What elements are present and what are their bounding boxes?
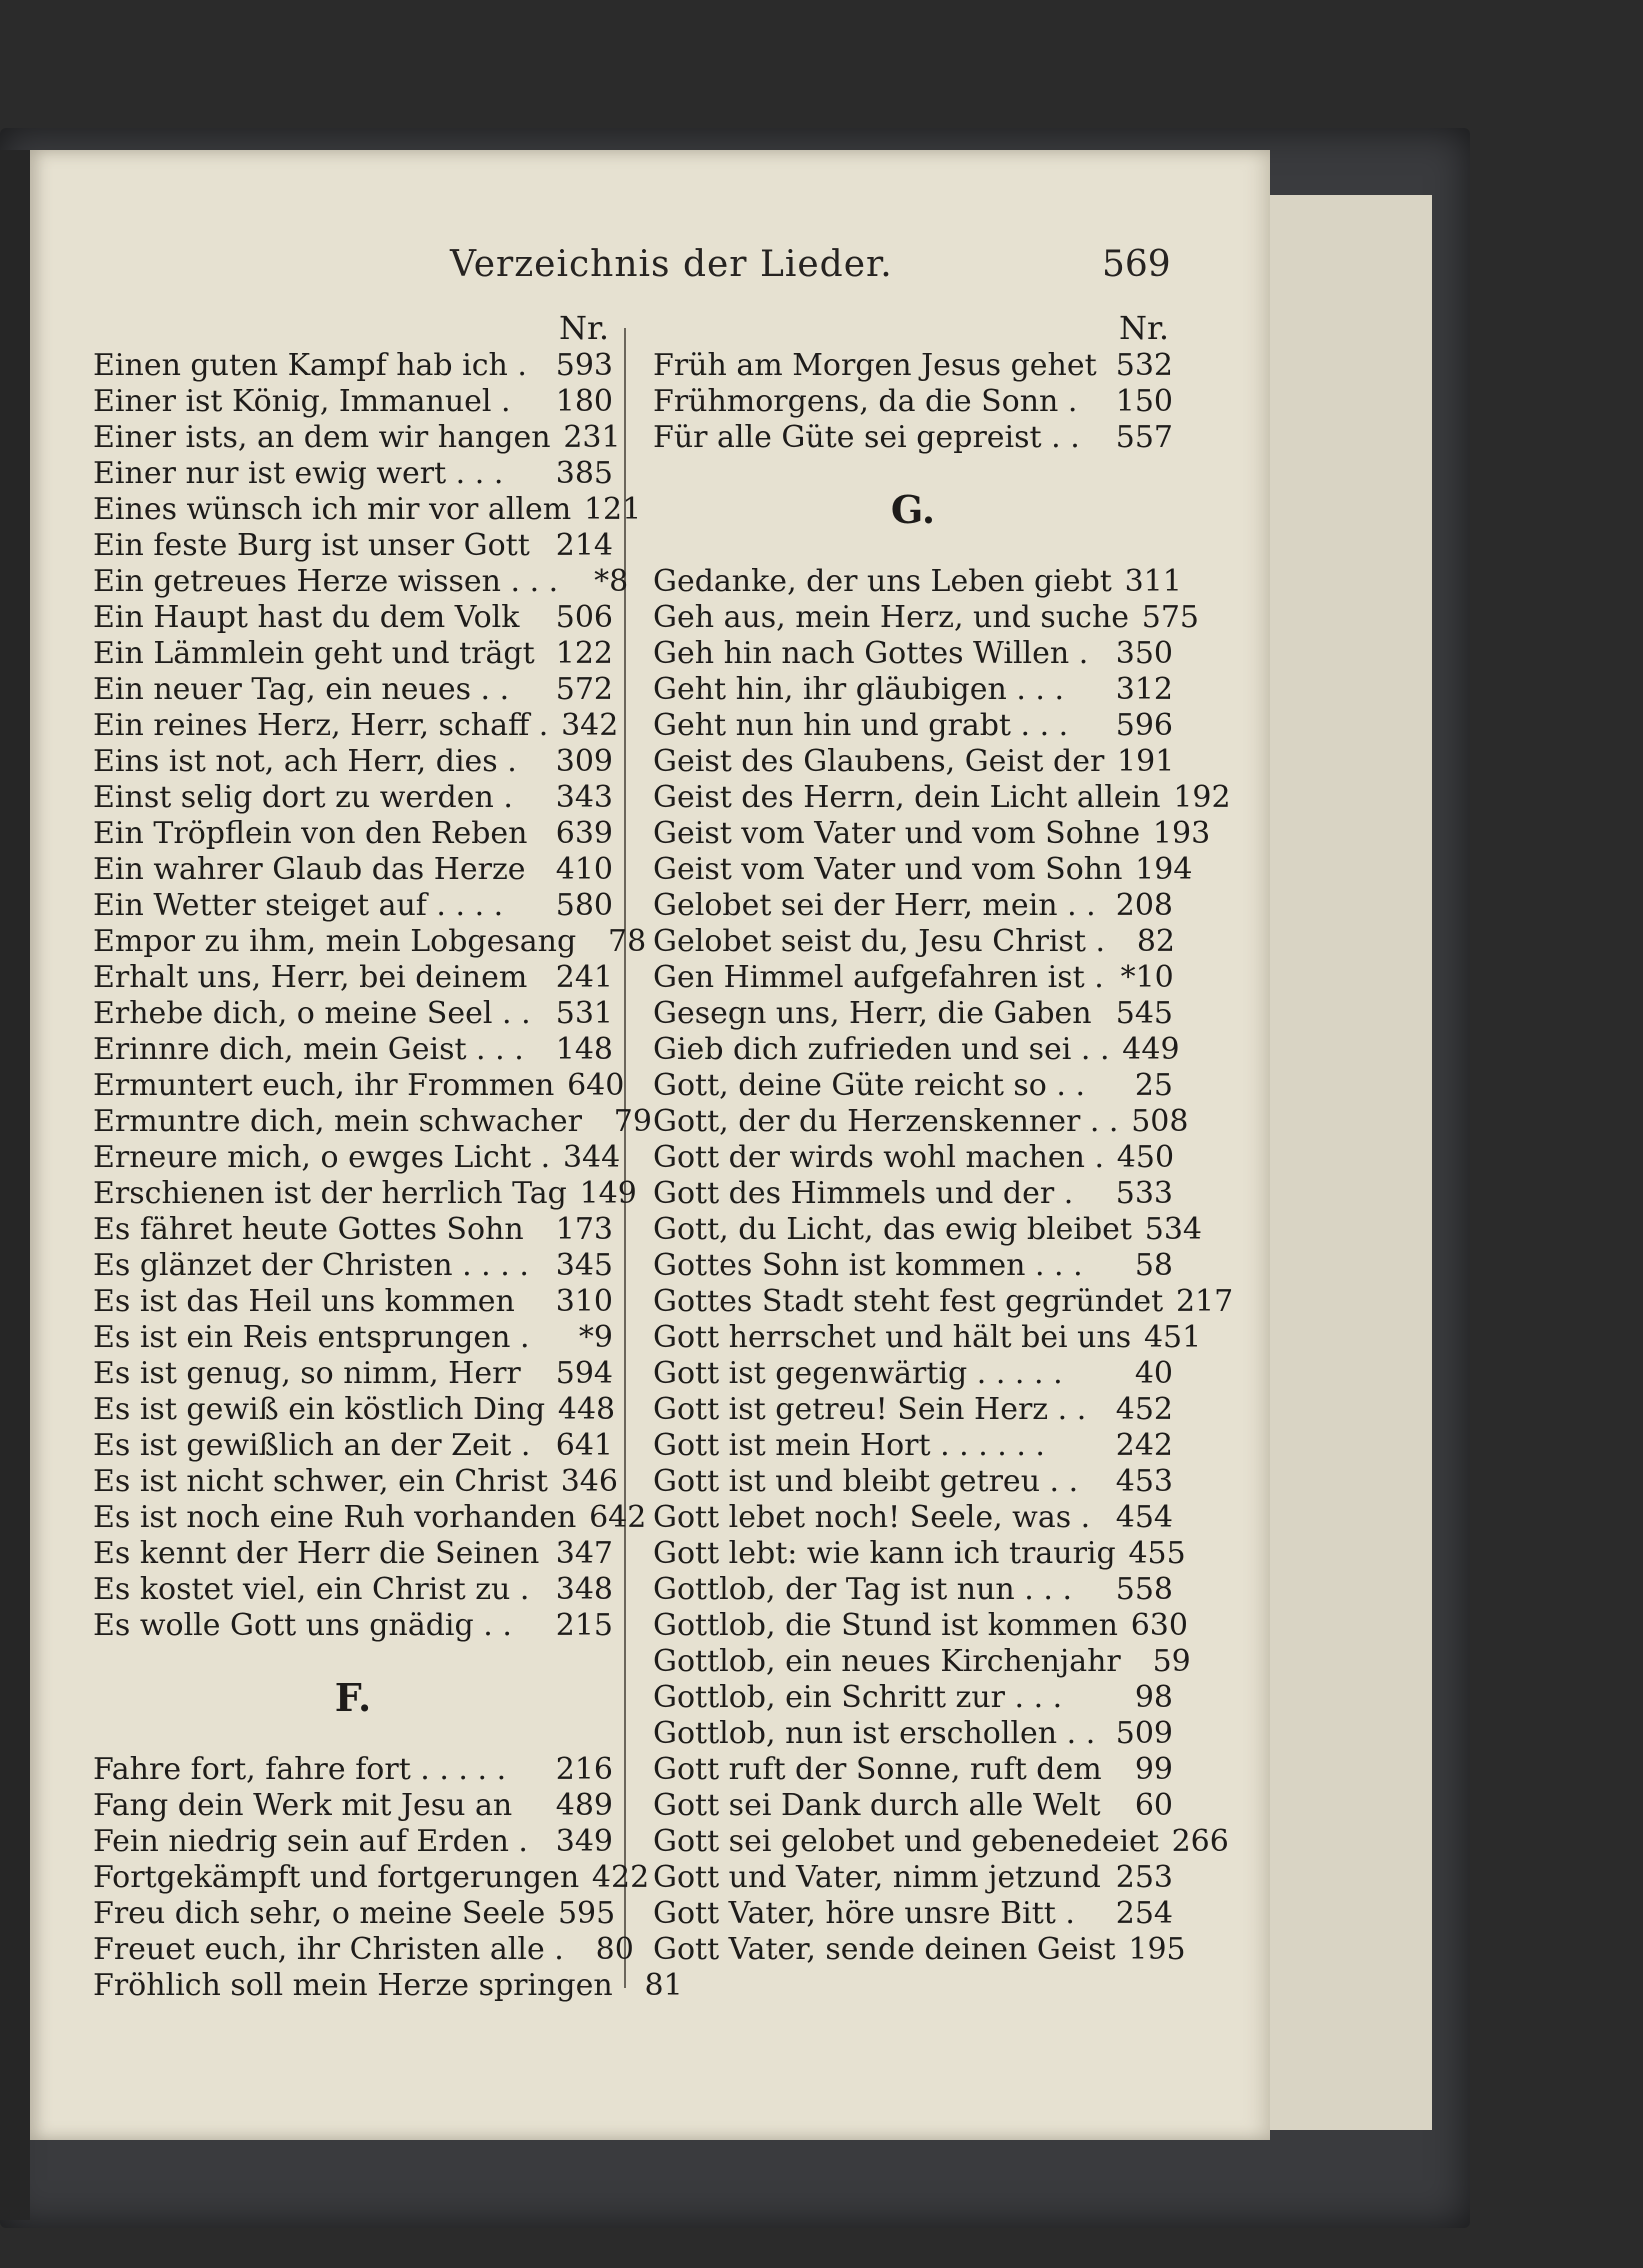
index-entry	[93, 348, 613, 384]
index-entry	[93, 492, 642, 528]
entry-title: Geist vom Vater und vom Sohne	[653, 816, 1141, 851]
entry-number: 489	[555, 1788, 613, 1823]
entry-number: 121	[583, 492, 642, 527]
index-entry	[653, 1824, 1229, 1860]
entry-number: 572	[555, 672, 613, 707]
index-entry	[93, 1320, 613, 1356]
entry-title: Gottlob, nun ist erschollen . .	[653, 1716, 1096, 1751]
entry-title: Es kennt der Herr die Seinen	[93, 1536, 540, 1571]
index-entry	[653, 1932, 1186, 1968]
entry-title: Ein reines Herz, Herr, schaff .	[93, 708, 549, 743]
entry-number: 193	[1152, 816, 1211, 851]
entry-title: Gottlob, ein neues Kirchenjahr	[653, 1644, 1121, 1679]
entry-number: 593	[555, 348, 613, 383]
entry-title: Gottlob, die Stund ist kommen	[653, 1608, 1118, 1643]
index-entry	[93, 672, 613, 708]
entry-title: Geist des Herrn, dein Licht allein	[653, 780, 1161, 815]
entry-number: 122	[555, 636, 613, 671]
index-entry	[93, 636, 613, 672]
index-entry	[93, 384, 613, 420]
entry-title: Einer ist König, Immanuel .	[93, 384, 511, 419]
index-entry	[653, 348, 1173, 384]
entry-number: 98	[1134, 1680, 1173, 1715]
entry-title: Ein Haupt hast du dem Volk	[93, 600, 520, 635]
entry-title: Gelobet sei der Herr, mein . .	[653, 888, 1096, 923]
entry-number: 78	[608, 924, 647, 959]
index-entry	[93, 1248, 613, 1284]
index-entry	[653, 1248, 1173, 1284]
index-entry	[653, 1392, 1173, 1428]
entry-title: Es ist nicht schwer, ein Christ	[93, 1464, 548, 1499]
entry-title: Gott ruft der Sonne, ruft dem	[653, 1752, 1102, 1787]
entry-title: Geht hin, ihr gläubigen . . .	[653, 672, 1065, 707]
entry-number: 149	[579, 1176, 637, 1211]
index-entry	[93, 1896, 616, 1932]
index-entry	[93, 1428, 613, 1464]
entry-title: Ermuntert euch, ihr Frommen	[93, 1068, 555, 1103]
entry-number: 455	[1128, 1536, 1186, 1571]
entry-number: *10	[1120, 960, 1174, 995]
index-entry	[653, 924, 1176, 960]
index-entry	[93, 1968, 683, 2004]
entry-title: Gott und Vater, nimm jetzund	[653, 1860, 1101, 1895]
entry-number: *9	[578, 1320, 613, 1355]
entry-number: 81	[644, 1968, 683, 2003]
entry-title: Ein wahrer Glaub das Herze	[93, 852, 526, 887]
entry-title: Gott ist gegenwärtig . . . . .	[653, 1356, 1063, 1391]
entry-title: Gelobet seist du, Jesu Christ .	[653, 924, 1106, 959]
entry-number: 448	[557, 1392, 616, 1427]
entry-number: 349	[555, 1824, 613, 1859]
index-entry	[93, 1752, 613, 1788]
entry-title: Geist des Glaubens, Geist der	[653, 744, 1105, 779]
index-entry	[653, 1788, 1173, 1824]
entry-number: 350	[1115, 636, 1173, 671]
index-entry	[93, 1356, 613, 1392]
entry-title: Gott herrschet und hält bei uns	[653, 1320, 1132, 1355]
entry-number: 312	[1115, 672, 1173, 707]
index-entry	[653, 1608, 1188, 1644]
running-head: Verzeichnis der Lieder.	[450, 244, 893, 285]
index-entry	[653, 1032, 1180, 1068]
entry-number: *8	[594, 564, 629, 599]
entry-title: Es ist ein Reis entsprungen .	[93, 1320, 530, 1355]
index-entry	[653, 780, 1231, 816]
index-entry	[653, 1572, 1173, 1608]
entry-title: Ein feste Burg ist unser Gott	[93, 528, 530, 563]
entry-number: 59	[1152, 1644, 1191, 1679]
entry-number: 534	[1144, 1212, 1202, 1247]
entry-number: 580	[555, 888, 613, 923]
entry-title: Eines wünsch ich mir vor allem	[93, 492, 572, 527]
entry-number: 422	[591, 1860, 650, 1895]
entry-title: Freu dich sehr, o meine Seele	[93, 1896, 546, 1931]
index-entry	[653, 1320, 1202, 1356]
entry-number: 82	[1136, 924, 1176, 959]
entry-title: Gottes Stadt steht fest gegründet	[653, 1284, 1164, 1319]
index-entry	[93, 1212, 613, 1248]
entry-title: Es ist genug, so nimm, Herr	[93, 1356, 521, 1391]
entry-number: 641	[555, 1428, 613, 1463]
entry-title: Ein getreues Herze wissen . . .	[93, 564, 559, 599]
entry-number: 343	[555, 780, 613, 815]
index-entry	[653, 564, 1182, 600]
entry-title: Es wolle Gott uns gnädig . .	[93, 1608, 512, 1643]
entry-number: 195	[1128, 1932, 1186, 1967]
index-entry	[653, 744, 1173, 780]
index-entry	[653, 1896, 1173, 1932]
entry-title: Einer nur ist ewig wert . . .	[93, 456, 504, 491]
index-entry	[93, 852, 613, 888]
entry-title: Früh am Morgen Jesus gehet	[653, 348, 1097, 383]
entry-title: Gen Himmel aufgefahren ist .	[653, 960, 1104, 995]
entry-title: Fröhlich soll mein Herze springen	[93, 1968, 613, 2003]
index-entry	[653, 1428, 1173, 1464]
entry-title: Ermuntre dich, mein schwacher	[93, 1104, 582, 1139]
entry-number: 452	[1115, 1392, 1173, 1427]
entry-number: 253	[1115, 1860, 1173, 1895]
entry-title: Erneure mich, o ewges Licht .	[93, 1140, 551, 1175]
index-entry	[653, 384, 1173, 420]
index-entry	[93, 1608, 613, 1644]
entry-title: Gieb dich zufrieden und sei . .	[653, 1032, 1110, 1067]
entry-title: Es ist gewiß ein köstlich Ding	[93, 1392, 546, 1427]
section-letter-g: G.	[890, 487, 936, 532]
section-letter-f: F.	[334, 1675, 372, 1720]
index-entry	[93, 924, 647, 960]
index-entry	[93, 1572, 613, 1608]
entry-number: 191	[1117, 744, 1175, 779]
entry-number: 596	[1115, 708, 1173, 743]
entry-number: 506	[555, 600, 613, 635]
entry-title: Gesegn uns, Herr, die Gaben	[653, 996, 1092, 1031]
entry-title: Geist vom Vater und vom Sohn	[653, 852, 1123, 887]
entry-title: Gott sei Dank durch alle Welt	[653, 1788, 1101, 1823]
entry-number: 453	[1115, 1464, 1173, 1499]
index-entry	[93, 600, 613, 636]
entry-title: Ein Tröpflein von den Reben	[93, 816, 528, 851]
entry-number: 311	[1124, 564, 1182, 599]
entry-number: 545	[1115, 996, 1173, 1031]
entry-title: Gottlob, ein Schritt zur . . .	[653, 1680, 1063, 1715]
index-entry	[93, 1932, 634, 1968]
entry-number: 148	[555, 1032, 613, 1067]
entries-f	[93, 1752, 683, 2004]
book-spine	[0, 150, 30, 2220]
entry-title: Es ist gewißlich an der Zeit .	[93, 1428, 531, 1463]
index-entry	[653, 1464, 1173, 1500]
index-entry	[93, 1500, 647, 1536]
entry-number: 557	[1115, 420, 1173, 455]
nr-label: Nr.	[1119, 309, 1169, 347]
entry-title: Gott Vater, höre unsre Bitt .	[653, 1896, 1075, 1931]
entry-number: 192	[1173, 780, 1231, 815]
index-entry	[93, 708, 619, 744]
entry-title: Für alle Güte sei gepreist . .	[653, 420, 1080, 455]
entry-title: Geht nun hin und grabt . . .	[653, 708, 1069, 743]
entry-number: 80	[595, 1932, 634, 1967]
index-entry	[93, 564, 629, 600]
index-entry	[653, 888, 1173, 924]
entry-title: Gott, du Licht, das ewig bleibet	[653, 1212, 1132, 1247]
entry-title: Fortgekämpft und fortgerungen	[93, 1860, 580, 1895]
entry-title: Es ist noch eine Ruh vorhanden	[93, 1500, 577, 1535]
index-entry	[653, 852, 1193, 888]
entry-number: 58	[1134, 1248, 1173, 1283]
entry-number: 242	[1115, 1428, 1173, 1463]
index-entry	[653, 1356, 1173, 1392]
right-column	[653, 308, 1234, 1968]
entry-number: 594	[555, 1356, 613, 1391]
entry-title: Geh aus, mein Herz, und suche	[653, 600, 1130, 635]
entry-number: 630	[1130, 1608, 1188, 1643]
entry-number: 214	[555, 528, 613, 563]
entry-title: Einer ists, an dem wir hangen	[93, 420, 551, 455]
index-entry	[93, 528, 613, 564]
entry-number: 194	[1135, 852, 1193, 887]
entry-number: 99	[1134, 1752, 1173, 1787]
index-entry	[93, 816, 613, 852]
index-entry	[653, 1140, 1173, 1176]
index-entry	[653, 1716, 1173, 1752]
entry-title: Erhebe dich, o meine Seel . .	[93, 996, 531, 1031]
index-entry	[653, 420, 1173, 456]
entry-title: Einen guten Kampf hab ich .	[93, 348, 527, 383]
index-entry	[93, 1788, 613, 1824]
entry-number: 215	[555, 1608, 613, 1643]
entry-title: Eins ist not, ach Herr, dies .	[93, 744, 517, 779]
entries-e	[93, 348, 652, 1644]
index-entry	[653, 1176, 1173, 1212]
entry-number: 558	[1115, 1572, 1173, 1607]
entry-number: 451	[1143, 1320, 1202, 1355]
entry-title: Gedanke, der uns Leben giebt	[653, 564, 1112, 599]
entry-number: 509	[1115, 1716, 1173, 1751]
entry-title: Gott lebet noch! Seele, was .	[653, 1500, 1091, 1535]
page-number: 569	[1102, 244, 1171, 285]
entry-number: 173	[555, 1212, 613, 1247]
index-entry	[653, 672, 1173, 708]
index-entry	[653, 1680, 1173, 1716]
entry-number: 347	[555, 1536, 613, 1571]
index-entry	[653, 996, 1173, 1032]
index-entry	[93, 1824, 613, 1860]
entry-number: 531	[555, 996, 613, 1031]
index-entry	[653, 960, 1173, 996]
entry-title: Es glänzet der Christen . . . .	[93, 1248, 529, 1283]
entry-number: 346	[560, 1464, 618, 1499]
index-entry	[93, 1176, 637, 1212]
entry-number: 450	[1116, 1140, 1175, 1175]
entry-number: 25	[1134, 1068, 1173, 1103]
index-entry	[93, 960, 613, 996]
index-entry	[93, 1104, 652, 1140]
entry-number: 532	[1115, 348, 1173, 383]
index-entry	[93, 1860, 650, 1896]
entry-number: 454	[1115, 1500, 1173, 1535]
entry-title: Gott ist mein Hort . . . . . .	[653, 1428, 1045, 1463]
entry-title: Empor zu ihm, mein Lobgesang	[93, 924, 577, 959]
entry-title: Gott des Himmels und der .	[653, 1176, 1074, 1211]
index-entry	[93, 888, 613, 924]
entry-title: Einst selig dort zu werden .	[93, 780, 513, 815]
entry-number: 642	[589, 1500, 647, 1535]
index-entry	[653, 600, 1200, 636]
entry-number: 639	[555, 816, 613, 851]
entry-number: 309	[555, 744, 613, 779]
index-entry	[93, 1032, 613, 1068]
entry-number: 342	[561, 708, 619, 743]
entry-number: 79	[613, 1104, 652, 1139]
entry-number: 60	[1134, 1788, 1173, 1823]
index-entry	[653, 1068, 1173, 1104]
entry-number: 385	[555, 456, 613, 491]
entry-title: Gott ist getreu! Sein Herz . .	[653, 1392, 1087, 1427]
entry-title: Ein neuer Tag, ein neues . .	[93, 672, 510, 707]
entry-title: Gott ist und bleibt getreu . .	[653, 1464, 1079, 1499]
entry-title: Gott sei gelobet und gebenedeiet	[653, 1824, 1159, 1859]
entry-title: Gottlob, der Tag ist nun . . .	[653, 1572, 1072, 1607]
entry-title: Erinnre dich, mein Geist . . .	[93, 1032, 524, 1067]
entry-number: 217	[1175, 1284, 1234, 1319]
entry-title: Frühmorgens, da die Sonn .	[653, 384, 1078, 419]
entry-title: Gott, deine Güte reicht so . .	[653, 1068, 1086, 1103]
index-entry	[93, 1536, 613, 1572]
entry-title: Es ist das Heil uns kommen	[93, 1284, 515, 1319]
entry-number: 348	[555, 1572, 613, 1607]
entry-title: Gott, der du Herzenskenner . .	[653, 1104, 1119, 1139]
nr-label: Nr.	[559, 309, 609, 347]
index-entry	[93, 1284, 613, 1320]
index-entry	[93, 1140, 621, 1176]
index-entry	[93, 456, 613, 492]
entry-number: 266	[1171, 1824, 1229, 1859]
entry-number: 410	[555, 852, 613, 887]
entry-title: Ein Wetter steiget auf . . . .	[93, 888, 504, 923]
entry-number: 216	[555, 1752, 613, 1787]
entry-number: 533	[1115, 1176, 1173, 1211]
index-entry	[653, 816, 1211, 852]
index-entry	[93, 1464, 618, 1500]
entry-number: 595	[557, 1896, 616, 1931]
book-page	[30, 150, 1270, 2140]
index-entry	[653, 1644, 1191, 1680]
index-entry	[653, 1212, 1202, 1248]
index-entry	[653, 1536, 1186, 1572]
entry-number: 180	[555, 384, 613, 419]
index-entry	[93, 420, 621, 456]
entry-title: Gott Vater, sende deinen Geist	[653, 1932, 1116, 1967]
entry-number: 150	[1115, 384, 1173, 419]
entry-number: 449	[1122, 1032, 1180, 1067]
entry-number: 345	[555, 1248, 613, 1283]
index-entry	[93, 1068, 625, 1104]
entries-g	[653, 564, 1234, 1968]
entry-number: 231	[563, 420, 621, 455]
index-entry	[93, 780, 613, 816]
index-entry	[653, 1500, 1173, 1536]
entry-title: Freuet euch, ihr Christen alle .	[93, 1932, 564, 1967]
entry-number: 241	[555, 960, 613, 995]
entry-title: Gottes Sohn ist kommen . . .	[653, 1248, 1083, 1283]
index-entry	[653, 636, 1173, 672]
entry-title: Es fähret heute Gottes Sohn	[93, 1212, 524, 1247]
entry-title: Fang dein Werk mit Jesu an	[93, 1788, 513, 1823]
index-entry	[653, 708, 1173, 744]
entry-number: 575	[1141, 600, 1200, 635]
entry-title: Fein niedrig sein auf Erden .	[93, 1824, 528, 1859]
entry-number: 344	[562, 1140, 621, 1175]
entry-title: Ein Lämmlein geht und trägt	[93, 636, 535, 671]
index-entry	[93, 1392, 616, 1428]
index-entry	[93, 744, 613, 780]
entry-number: 208	[1115, 888, 1173, 923]
entry-title: Gott der wirds wohl machen .	[653, 1140, 1105, 1175]
entry-title: Erschienen ist der herrlich Tag	[93, 1176, 567, 1211]
index-entry	[653, 1752, 1173, 1788]
entries-f-continued	[653, 348, 1173, 456]
index-entry	[653, 1860, 1173, 1896]
index-entry	[653, 1284, 1234, 1320]
entry-title: Gott lebt: wie kann ich traurig	[653, 1536, 1116, 1571]
entry-number: 254	[1115, 1896, 1173, 1931]
entry-title: Fahre fort, fahre fort . . . . .	[93, 1752, 507, 1787]
entry-title: Es kostet viel, ein Christ zu .	[93, 1572, 530, 1607]
index-entry	[653, 1104, 1189, 1140]
entry-number: 40	[1134, 1356, 1173, 1391]
entry-number: 640	[567, 1068, 625, 1103]
left-column	[93, 308, 683, 2004]
entry-title: Erhalt uns, Herr, bei deinem	[93, 960, 528, 995]
entry-number: 508	[1131, 1104, 1189, 1139]
entry-number: 310	[555, 1284, 613, 1319]
entry-title: Geh hin nach Gottes Willen .	[653, 636, 1089, 671]
index-entry	[93, 996, 613, 1032]
